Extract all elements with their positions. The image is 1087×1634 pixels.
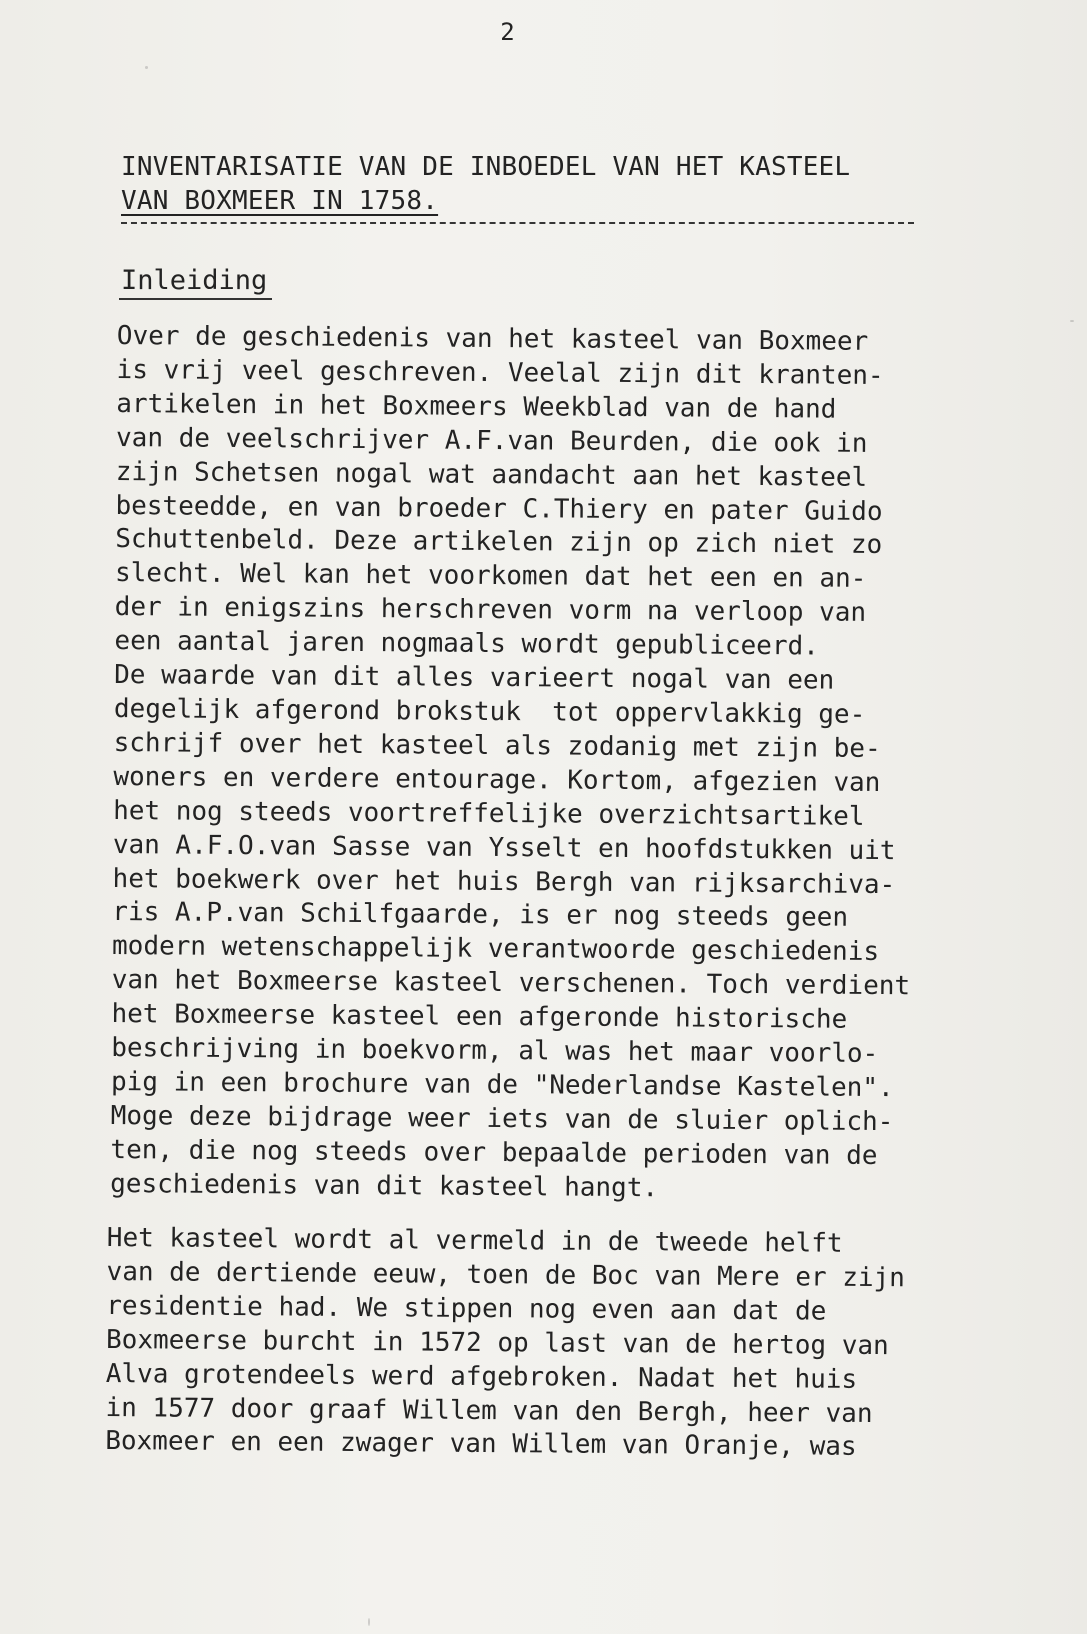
title-dashed-rule [121,222,914,224]
title-line-1: INVENTARISATIE VAN DE INBOEDEL VAN HET KASTEEL [121,152,851,182]
paper-speck [368,1618,370,1626]
paper-speck [1070,320,1074,322]
paragraph-introduction: Over de geschiedenis van het kasteel van Boxmeer is vrij veel geschreven. Veelal zijn dit kranten- artikelen in het Boxmeers Weekblad van de hand van de veelschrijver A.F.van Beurden, die ook in zijn Schetsen nogal wat aandacht aan het kasteel besteedde, en van broeder C.Thiery en pater Guido Schuttenbeld. Deze artikelen zijn op zich niet zo slecht. Wel kan het voorkomen dat het een en an- der in enigszins herschreven vorm na verloop van een aantal jaren nogmaals wordt gepubliceerd. De waarde van dit alles varieert nogal van een degelijk afgerond brokstuk tot oppervlakkig ge- schrijf over het kasteel als zodanig met zijn be- woners en verdere entourage. Kortom, afgezien van het nog steeds voortreffelijke overzichtsartikel van A.F.O.van Sasse van Ysselt en hoofdstukken uit het boekwerk over het huis Bergh van rijksarchiva- ris A.P.van Schilfgaarde, is er nog steeds geen modern wetenschappelijk verantwoorde geschiedenis van het Boxmeerse kasteel verschenen. Toch verdient het Boxmeerse kasteel een afgeronde historische beschrijving in boekvorm, al was het maar voorlo- pig in een brochure van de "Nederlandse Kastelen". Moge deze bijdrage weer iets van de sluier oplich- ten, die nog steeds over bepaalde perioden van de geschiedenis van dit kasteel hangt. [110,320,911,1203]
paper-speck [145,66,148,69]
section-heading: Inleiding [121,265,268,296]
document-title [121,150,921,218]
section-heading-underline [119,298,272,300]
paragraph-history: Het kasteel wordt al vermeld in de tweede helft van de dertiende eeuw, toen de Boc van Mere er zijn residentie had. We stippen nog even aan dat de Boxmeerse burcht in 1572 op last van de hertog van Alva grotendeels werd afgebroken. Nadat het huis in 1577 door graaf Willem van den Bergh, heer van Boxmeer en een zwager van Willem van Oranje, was [105,1223,906,1463]
title-line-2: VAN BOXMEER IN 1758. [121,186,439,216]
page-number: 2 [500,18,515,46]
